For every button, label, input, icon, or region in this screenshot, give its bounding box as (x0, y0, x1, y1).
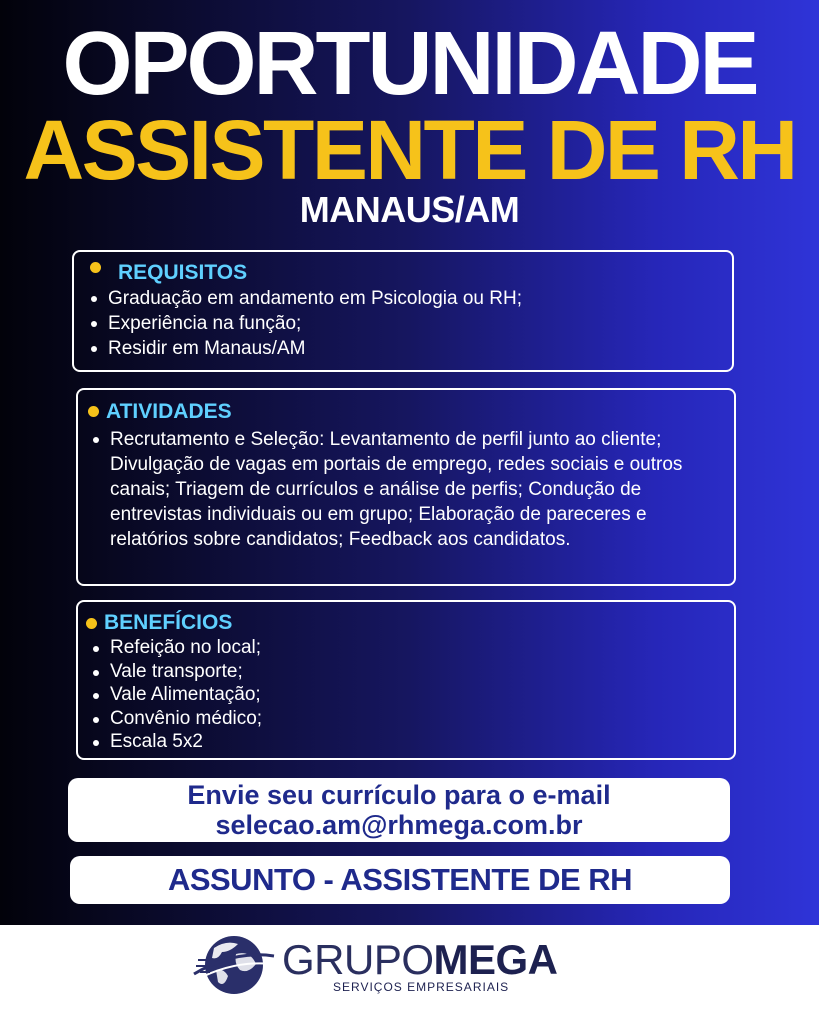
email-subject: ASSUNTO - ASSISTENTE DE RH (167, 862, 633, 897)
requisitos-bullet-icon (90, 262, 101, 273)
list-item: Refeição no local; (88, 636, 728, 660)
job-location: MANAUS/AM (299, 189, 520, 230)
beneficios-heading: BENEFÍCIOS (104, 611, 233, 634)
list-item: Experiência na função; (86, 311, 726, 336)
beneficios-bullet-icon (86, 618, 97, 629)
requisitos-box (72, 250, 734, 372)
requisitos-heading: REQUISITOS (118, 261, 248, 284)
globe-logo-icon (192, 930, 276, 1000)
beneficios-box (76, 600, 736, 760)
atividades-box (76, 388, 736, 586)
atividades-heading: ATIVIDADES (106, 400, 232, 423)
brand-tagline: SERVIÇOS EMPRESARIAIS (333, 980, 510, 994)
atividades-list (88, 427, 728, 552)
list-item: Vale transporte; (88, 660, 728, 684)
list-item: Escala 5x2 (88, 730, 728, 754)
requisitos-list (86, 286, 726, 361)
list-item: Graduação em andamento em Psicologia ou RH; (86, 286, 726, 311)
poster-title: OPORTUNIDADE (62, 14, 757, 114)
list-item: Residir em Manaus/AM (86, 336, 726, 361)
job-position-title: ASSISTENTE DE RH (23, 103, 796, 197)
email-instruction: Envie seu currículo para o e-mail (187, 780, 611, 810)
brand-name-bold: MEGA (433, 936, 558, 983)
list-item: Recrutamento e Seleção: Levantamento de perfil junto ao cliente; Divulgação de vagas em portais de emprego, redes sociais e outros canais; Triagem de currículos e análise de perfis; Condução de entrevistas individuais ou em grupo; Elaboração de pareceres e relatórios sobre candidatos; Feedback aos candidatos. (88, 427, 728, 552)
atividades-bullet-icon (88, 406, 99, 417)
email-address-link[interactable]: selecao.am@rhmega.com.br (215, 810, 583, 840)
subject-callout (70, 856, 730, 904)
list-item: Convênio médico; (88, 707, 728, 731)
email-callout (68, 778, 730, 842)
brand-logo (282, 935, 558, 985)
brand-name-light: GRUPO (282, 936, 434, 983)
beneficios-list (88, 636, 728, 754)
list-item: Vale Alimentação; (88, 683, 728, 707)
